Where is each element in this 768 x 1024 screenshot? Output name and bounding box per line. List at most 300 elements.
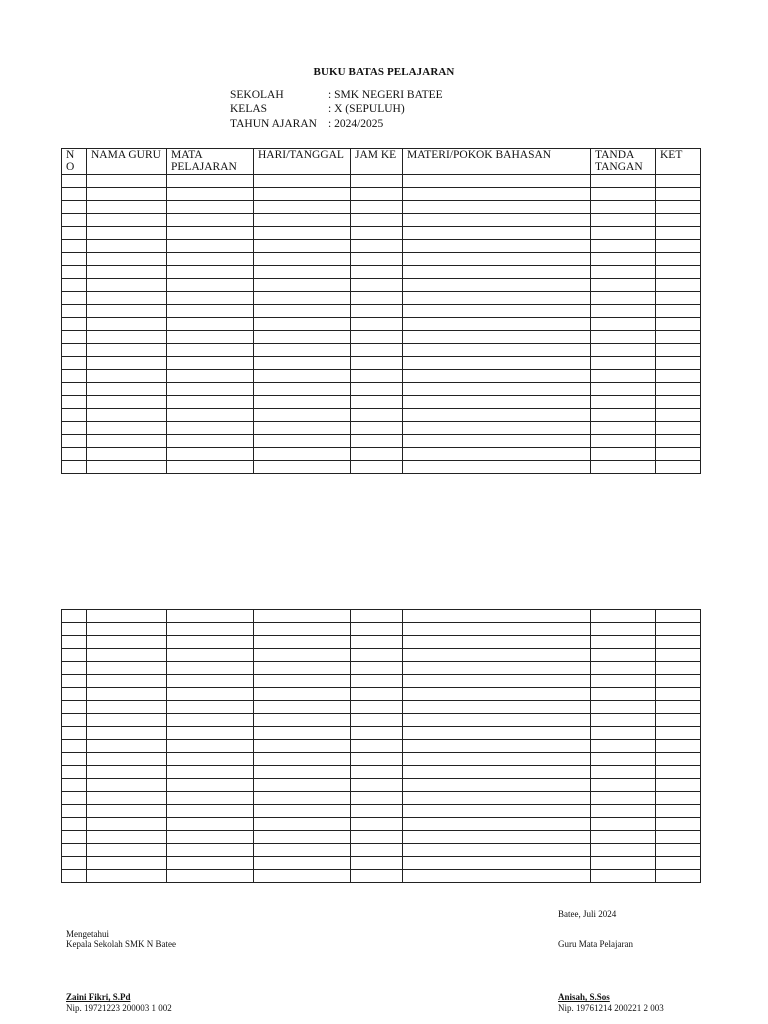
table-cell xyxy=(351,662,403,675)
table-cell xyxy=(591,240,656,253)
table-row xyxy=(62,818,701,831)
table-row xyxy=(62,649,701,662)
table-cell xyxy=(167,344,254,357)
header-no: N O xyxy=(62,149,87,175)
table-cell xyxy=(403,305,591,318)
table-cell xyxy=(254,636,351,649)
table-cell xyxy=(656,435,701,448)
table-cell xyxy=(591,857,656,870)
table-cell xyxy=(656,357,701,370)
table-row xyxy=(62,435,701,448)
table-row xyxy=(62,610,701,623)
header-hari-tanggal: HARI/TANGGAL xyxy=(254,149,351,175)
table-cell xyxy=(62,370,87,383)
table-cell xyxy=(254,844,351,857)
table-cell xyxy=(254,175,351,188)
table-cell xyxy=(87,344,167,357)
table-cell xyxy=(591,610,656,623)
principal-nip: Nip. 19721223 200003 1 002 xyxy=(66,1003,172,1013)
table-cell xyxy=(351,688,403,701)
table-cell xyxy=(87,844,167,857)
table-cell xyxy=(591,662,656,675)
table-cell xyxy=(403,253,591,266)
table-cell xyxy=(591,305,656,318)
table-cell xyxy=(351,779,403,792)
table-cell xyxy=(591,227,656,240)
table-cell xyxy=(167,396,254,409)
table-cell xyxy=(351,435,403,448)
table-row xyxy=(62,688,701,701)
table-cell xyxy=(254,831,351,844)
table-cell xyxy=(87,753,167,766)
table-cell xyxy=(656,279,701,292)
info-label: SEKOLAH xyxy=(230,89,284,101)
table-cell xyxy=(167,214,254,227)
table-cell xyxy=(403,448,591,461)
table-cell xyxy=(167,623,254,636)
table-cell xyxy=(351,727,403,740)
table-cell xyxy=(87,740,167,753)
header-materi: MATERI/POKOK BAHASAN xyxy=(403,149,591,175)
table-row xyxy=(62,448,701,461)
table-cell xyxy=(351,240,403,253)
table-row xyxy=(62,714,701,727)
table-cell xyxy=(351,623,403,636)
info-value: : SMK NEGERI BATEE xyxy=(328,89,443,101)
table-cell xyxy=(656,649,701,662)
table-cell xyxy=(403,766,591,779)
table-cell xyxy=(656,779,701,792)
table-cell xyxy=(591,383,656,396)
table-row xyxy=(62,188,701,201)
table-cell xyxy=(403,753,591,766)
table-cell xyxy=(167,227,254,240)
table-cell xyxy=(351,318,403,331)
info-value: : X (SEPULUH) xyxy=(328,103,405,115)
table-cell xyxy=(351,636,403,649)
table-cell xyxy=(254,266,351,279)
table-cell xyxy=(87,331,167,344)
table-cell xyxy=(87,688,167,701)
table-cell xyxy=(254,279,351,292)
table-cell xyxy=(167,740,254,753)
table-cell xyxy=(87,818,167,831)
table-cell xyxy=(87,610,167,623)
table-cell xyxy=(403,792,591,805)
table-cell xyxy=(656,201,701,214)
table-cell xyxy=(351,753,403,766)
table-cell xyxy=(62,753,87,766)
table-cell xyxy=(403,844,591,857)
table-cell xyxy=(254,649,351,662)
table-cell xyxy=(591,435,656,448)
table-cell xyxy=(591,318,656,331)
table-cell xyxy=(87,175,167,188)
table-row xyxy=(62,344,701,357)
table-cell xyxy=(254,318,351,331)
table-cell xyxy=(62,435,87,448)
table-cell xyxy=(591,188,656,201)
header-nama-guru: NAMA GURU xyxy=(87,149,167,175)
acknowledged-label: Mengetahui xyxy=(66,929,109,939)
table-cell xyxy=(656,766,701,779)
table-cell xyxy=(591,175,656,188)
table-cell xyxy=(167,636,254,649)
table-cell xyxy=(656,370,701,383)
table-row xyxy=(62,396,701,409)
table-cell xyxy=(62,214,87,227)
table-cell xyxy=(254,701,351,714)
table-cell xyxy=(403,870,591,883)
table-cell xyxy=(254,305,351,318)
table-row xyxy=(62,701,701,714)
table-cell xyxy=(351,344,403,357)
table-row xyxy=(62,318,701,331)
table-cell xyxy=(591,409,656,422)
table-cell xyxy=(403,831,591,844)
table-cell xyxy=(254,383,351,396)
table-cell xyxy=(62,409,87,422)
table-cell xyxy=(167,649,254,662)
table-cell xyxy=(403,240,591,253)
table-cell xyxy=(656,448,701,461)
table-cell xyxy=(167,435,254,448)
table-cell xyxy=(591,266,656,279)
table-cell xyxy=(591,805,656,818)
table-cell xyxy=(591,279,656,292)
table-cell xyxy=(254,253,351,266)
table-cell xyxy=(62,318,87,331)
table-row xyxy=(62,662,701,675)
table-cell xyxy=(351,227,403,240)
table-row xyxy=(62,461,701,474)
table-cell xyxy=(403,318,591,331)
table-cell xyxy=(351,214,403,227)
table-row xyxy=(62,675,701,688)
table-cell xyxy=(591,344,656,357)
table-cell xyxy=(87,636,167,649)
table-cell xyxy=(351,831,403,844)
table-row xyxy=(62,623,701,636)
table-cell xyxy=(62,253,87,266)
table-cell xyxy=(403,188,591,201)
table-cell xyxy=(167,331,254,344)
table-cell xyxy=(403,610,591,623)
table-cell xyxy=(167,779,254,792)
table-cell xyxy=(87,701,167,714)
table-cell xyxy=(351,461,403,474)
table-cell xyxy=(351,175,403,188)
table-row xyxy=(62,740,701,753)
table-row xyxy=(62,240,701,253)
table-cell xyxy=(656,396,701,409)
table-row xyxy=(62,357,701,370)
table-cell xyxy=(87,279,167,292)
table-cell xyxy=(403,357,591,370)
table-cell xyxy=(656,461,701,474)
table-cell xyxy=(167,792,254,805)
table-cell xyxy=(403,266,591,279)
table-cell xyxy=(167,461,254,474)
table-cell xyxy=(62,331,87,344)
table-cell xyxy=(87,805,167,818)
table-cell xyxy=(591,844,656,857)
table-cell xyxy=(254,188,351,201)
table-cell xyxy=(403,818,591,831)
lesson-log-table-continued xyxy=(61,609,701,883)
table-cell xyxy=(403,714,591,727)
table-cell xyxy=(403,675,591,688)
table-cell xyxy=(351,870,403,883)
table-cell xyxy=(62,623,87,636)
table-cell xyxy=(351,701,403,714)
table-cell xyxy=(403,636,591,649)
table-cell xyxy=(656,805,701,818)
table-cell xyxy=(656,792,701,805)
table-cell xyxy=(254,753,351,766)
table-cell xyxy=(591,623,656,636)
table-cell xyxy=(351,266,403,279)
table-cell xyxy=(351,766,403,779)
table-cell xyxy=(167,292,254,305)
table-cell xyxy=(351,201,403,214)
table-row xyxy=(62,305,701,318)
table-cell xyxy=(254,857,351,870)
table-cell xyxy=(254,227,351,240)
table-cell xyxy=(351,253,403,266)
table-cell xyxy=(656,753,701,766)
table-cell xyxy=(591,331,656,344)
table-cell xyxy=(254,331,351,344)
table-cell xyxy=(591,357,656,370)
table-cell xyxy=(591,779,656,792)
table-cell xyxy=(591,727,656,740)
table-cell xyxy=(87,779,167,792)
table-cell xyxy=(87,831,167,844)
table-cell xyxy=(403,201,591,214)
table-cell xyxy=(62,805,87,818)
table-cell xyxy=(167,201,254,214)
table-cell xyxy=(87,370,167,383)
table-cell xyxy=(87,292,167,305)
table-cell xyxy=(62,870,87,883)
table-row xyxy=(62,870,701,883)
table-cell xyxy=(167,422,254,435)
table-cell xyxy=(351,383,403,396)
table-cell xyxy=(656,857,701,870)
table-cell xyxy=(591,201,656,214)
table-cell xyxy=(351,357,403,370)
table-cell xyxy=(656,344,701,357)
table-cell xyxy=(403,857,591,870)
table-cell xyxy=(254,766,351,779)
table-cell xyxy=(403,331,591,344)
table-cell xyxy=(167,766,254,779)
table-cell xyxy=(167,805,254,818)
table-cell xyxy=(62,766,87,779)
table-cell xyxy=(62,344,87,357)
table-cell xyxy=(591,870,656,883)
table-cell xyxy=(351,409,403,422)
table-cell xyxy=(656,662,701,675)
table-cell xyxy=(254,818,351,831)
table-cell xyxy=(167,675,254,688)
table-cell xyxy=(87,409,167,422)
table-cell xyxy=(87,766,167,779)
table-row xyxy=(62,805,701,818)
table-cell xyxy=(656,175,701,188)
table-cell xyxy=(656,818,701,831)
table-cell xyxy=(403,740,591,753)
table-cell xyxy=(62,662,87,675)
table-cell xyxy=(591,461,656,474)
table-cell xyxy=(87,422,167,435)
table-cell xyxy=(656,675,701,688)
table-cell xyxy=(656,727,701,740)
table-cell xyxy=(403,688,591,701)
table-cell xyxy=(403,383,591,396)
table-cell xyxy=(87,675,167,688)
table-cell xyxy=(62,831,87,844)
table-row xyxy=(62,383,701,396)
table-cell xyxy=(656,240,701,253)
table-cell xyxy=(62,792,87,805)
table-cell xyxy=(254,610,351,623)
table-cell xyxy=(591,636,656,649)
table-cell xyxy=(62,727,87,740)
table-cell xyxy=(351,649,403,662)
table-cell xyxy=(656,740,701,753)
table-cell xyxy=(62,740,87,753)
table-cell xyxy=(87,201,167,214)
table-cell xyxy=(254,805,351,818)
table-row xyxy=(62,175,701,188)
table-cell xyxy=(87,305,167,318)
table-cell xyxy=(87,318,167,331)
table-cell xyxy=(656,188,701,201)
table-cell xyxy=(591,701,656,714)
table-cell xyxy=(87,214,167,227)
table-cell xyxy=(254,240,351,253)
table-cell xyxy=(62,266,87,279)
teacher-nip: Nip. 19761214 200221 2 003 xyxy=(558,1003,664,1013)
table-cell xyxy=(87,266,167,279)
table-cell xyxy=(403,227,591,240)
table-cell xyxy=(591,818,656,831)
table-cell xyxy=(591,370,656,383)
table-cell xyxy=(656,318,701,331)
table-cell xyxy=(656,214,701,227)
table-cell xyxy=(87,623,167,636)
table-cell xyxy=(87,188,167,201)
table-cell xyxy=(656,701,701,714)
table-cell xyxy=(167,857,254,870)
table-cell xyxy=(591,253,656,266)
table-cell xyxy=(87,240,167,253)
table-cell xyxy=(351,714,403,727)
table-cell xyxy=(403,649,591,662)
table-cell xyxy=(167,753,254,766)
table-row xyxy=(62,227,701,240)
table-cell xyxy=(403,727,591,740)
table-cell xyxy=(167,175,254,188)
table-cell xyxy=(591,753,656,766)
table-cell xyxy=(591,396,656,409)
table-cell xyxy=(62,636,87,649)
table-cell xyxy=(62,818,87,831)
table-cell xyxy=(656,844,701,857)
table-cell xyxy=(403,409,591,422)
table-row xyxy=(62,214,701,227)
table-cell xyxy=(62,649,87,662)
table-cell xyxy=(254,792,351,805)
table-cell xyxy=(167,727,254,740)
table-row xyxy=(62,409,701,422)
table-cell xyxy=(403,279,591,292)
table-cell xyxy=(656,714,701,727)
table-cell xyxy=(351,792,403,805)
table-cell xyxy=(167,240,254,253)
table-cell xyxy=(167,305,254,318)
table-cell xyxy=(351,448,403,461)
table-cell xyxy=(351,844,403,857)
table-cell xyxy=(87,649,167,662)
table-cell xyxy=(87,714,167,727)
table-cell xyxy=(62,188,87,201)
table-cell xyxy=(403,175,591,188)
table-cell xyxy=(656,227,701,240)
header-tanda-tangan: TANDA TANGAN xyxy=(591,149,656,175)
table-cell xyxy=(591,766,656,779)
table-cell xyxy=(167,318,254,331)
table-cell xyxy=(62,175,87,188)
table-cell xyxy=(254,740,351,753)
table-row xyxy=(62,201,701,214)
table-cell xyxy=(656,383,701,396)
header-jam-ke: JAM KE xyxy=(351,149,403,175)
table-cell xyxy=(62,714,87,727)
table-cell xyxy=(403,662,591,675)
table-cell xyxy=(254,662,351,675)
table-cell xyxy=(656,305,701,318)
table-cell xyxy=(351,675,403,688)
table-cell xyxy=(62,844,87,857)
table-cell xyxy=(656,331,701,344)
table-row xyxy=(62,857,701,870)
table-row xyxy=(62,422,701,435)
table-cell xyxy=(591,214,656,227)
table-cell xyxy=(254,344,351,357)
table-cell xyxy=(62,422,87,435)
table-cell xyxy=(403,396,591,409)
table-row xyxy=(62,753,701,766)
table-row xyxy=(62,844,701,857)
table-cell xyxy=(167,688,254,701)
table-cell xyxy=(254,292,351,305)
table-cell xyxy=(62,610,87,623)
table-cell xyxy=(87,870,167,883)
table-cell xyxy=(167,870,254,883)
table-header-row xyxy=(62,149,701,175)
table-cell xyxy=(254,370,351,383)
table-cell xyxy=(591,740,656,753)
table-cell xyxy=(351,610,403,623)
table-cell xyxy=(87,662,167,675)
table-cell xyxy=(656,409,701,422)
table-cell xyxy=(62,857,87,870)
table-cell xyxy=(87,857,167,870)
table-cell xyxy=(254,214,351,227)
